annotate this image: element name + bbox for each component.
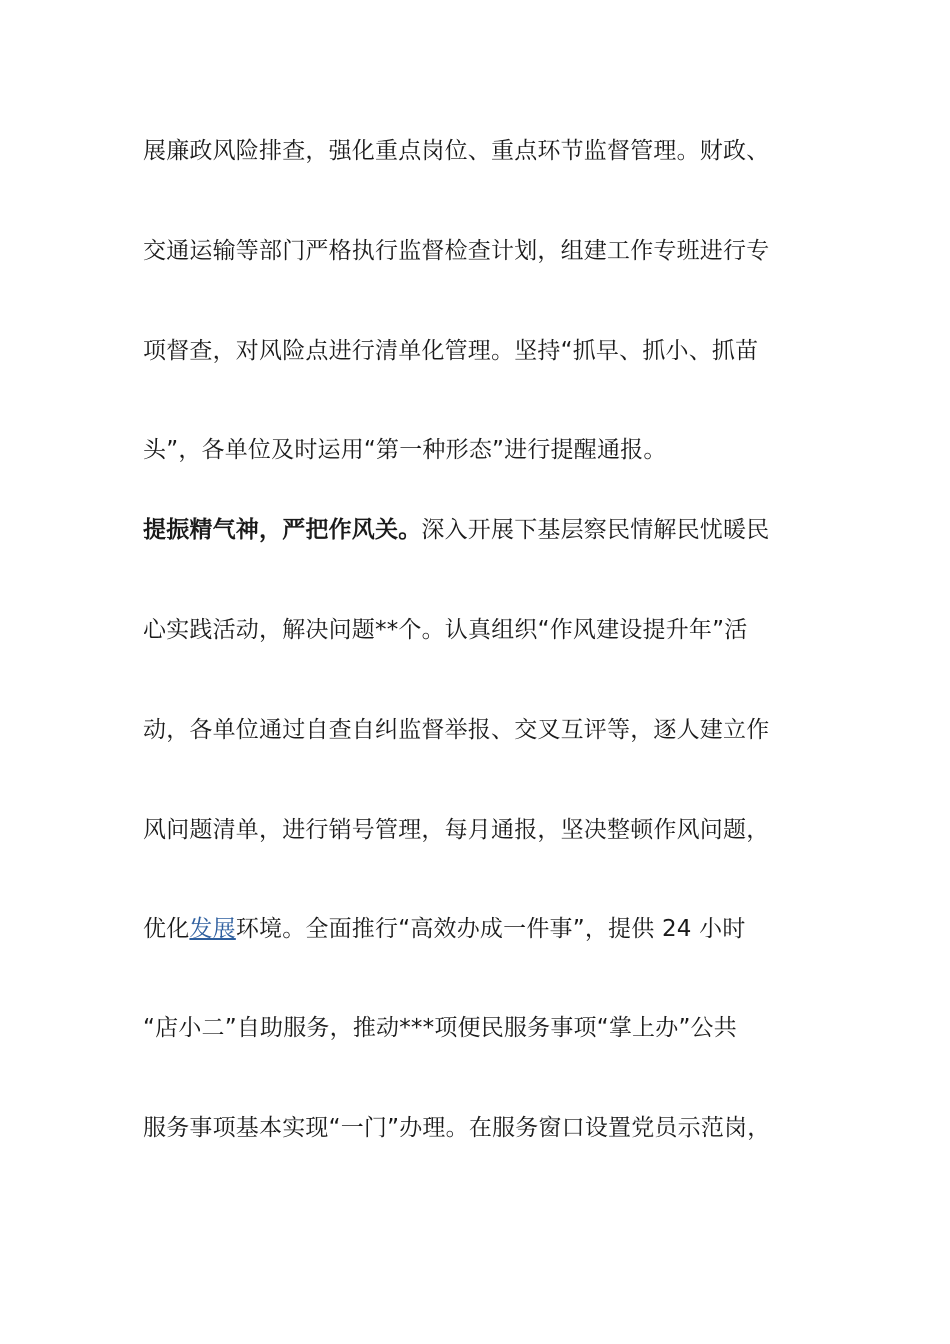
development-link[interactable]: 发展 [189, 916, 236, 942]
paragraph-line: 交通运输等部门严格执行监督检查计划，组建工作专班进行专 [143, 238, 770, 264]
paragraph-line: 动，各单位通过自查自纠监督举报、交叉互评等，逐人建立作 [143, 717, 770, 743]
paragraph-text: 优化 [143, 916, 190, 942]
paragraph-line: 风问题清单，进行销号管理，每月通报，坚决整顿作风问题， [143, 817, 770, 843]
paragraph-heading-line [143, 515, 823, 545]
paragraph-text: 深入开展下基层察民情解民忧暖民 [421, 517, 770, 543]
paragraph-line: 心实践活动，解决问题**个。认真组织“作风建设提升年”活 [143, 617, 748, 643]
paragraph-line: 头”，各单位及时运用“第一种形态”进行提醒通报。 [143, 437, 667, 463]
paragraph-text: 环境。全面推行“高效办成一件事”，提供 24 小时 [235, 916, 746, 942]
paragraph-line: 服务事项基本实现“一门”办理。在服务窗口设置党员示范岗， [143, 1115, 771, 1141]
paragraph-link-line [143, 914, 823, 944]
paragraph-line: 项督查，对风险点进行清单化管理。坚持“抓早、抓小、抓苗 [143, 338, 759, 364]
section-heading: 提振精气神，严把作风关。 [143, 517, 422, 543]
paragraph-line: 展廉政风险排查，强化重点岗位、重点环节监督管理。财政、 [143, 138, 770, 164]
paragraph-line: “店小二”自助服务，推动***项便民服务事项“掌上办”公共 [143, 1015, 737, 1041]
